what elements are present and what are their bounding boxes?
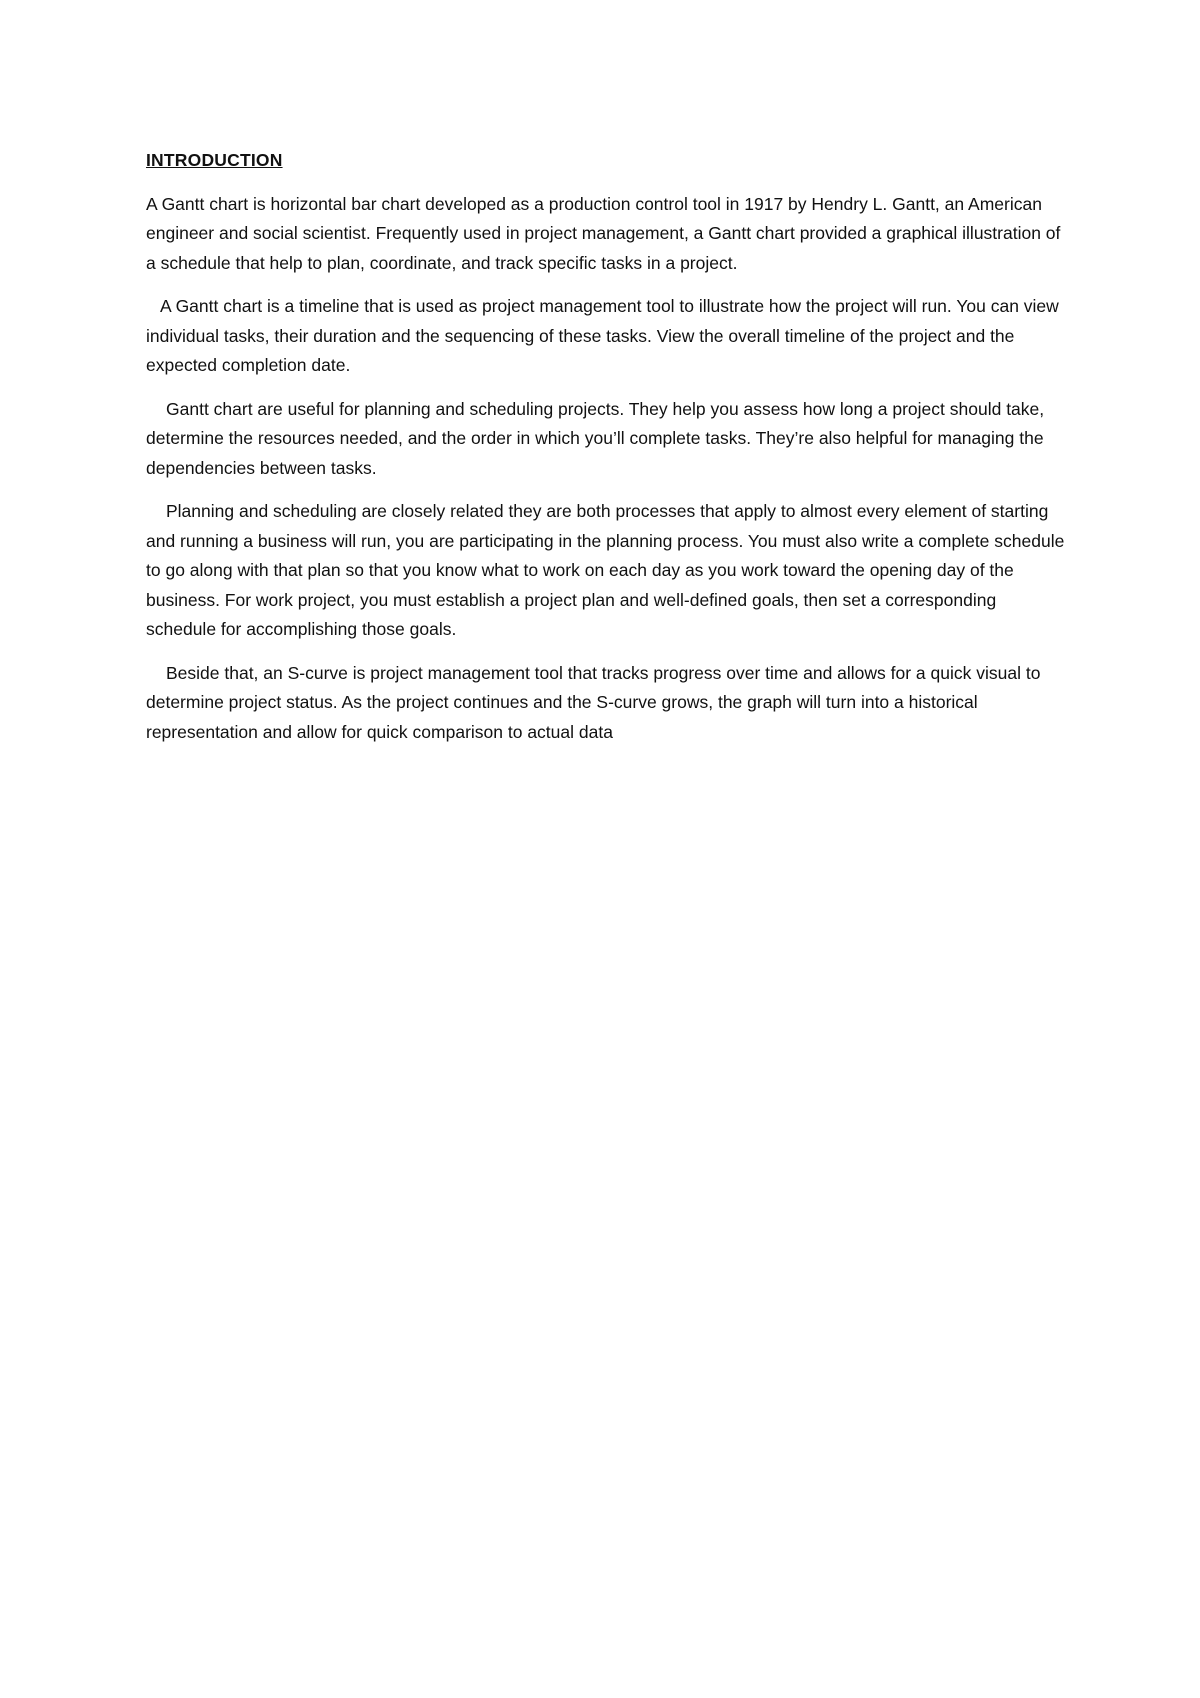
document-body xyxy=(146,146,1066,761)
paragraph-gantt-definition: A Gantt chart is horizontal bar chart developed as a production control tool in 1917 by Hendry L. Gantt, an American engineer and social scientist. Frequently used in project management, a Gantt chart provided a graphical illustration of a schedule that help to plan, coordinate, and track specific tasks in a project. xyxy=(146,193,1061,273)
section-heading: INTRODUCTION xyxy=(146,150,283,170)
paragraph-planning-scheduling: Planning and scheduling are closely related they are both processes that apply to almost every element of starting and running a business will run, you are participating in the planning process. You must also write a complete schedule to go along with that plan so that you know what to work on each day as you work toward the opening day of the business. For work project, you must establish a project plan and well-defined goals, then set a corresponding schedule for accomplishing those goals. xyxy=(146,501,1065,639)
paragraph-gantt-usefulness: Gantt chart are useful for planning and scheduling projects. They help you assess how long a project should take, determine the resources needed, and the order in which you’ll complete tasks. They’re also helpful for managing the dependencies between tasks. xyxy=(146,398,1045,478)
paragraph-s-curve: Beside that, an S-curve is project management tool that tracks progress over time and allows for a quick visual to determine project status. As the project continues and the S-curve grows, the graph will turn into a historical representation and allow for quick comparison to actual data xyxy=(146,662,1041,742)
paragraph-gantt-timeline: A Gantt chart is a timeline that is used as project management tool to illustrate how the project will run. You can view individual tasks, their duration and the sequencing of these tasks. View the overall timeline of the project and the expected completion date. xyxy=(146,296,1059,375)
